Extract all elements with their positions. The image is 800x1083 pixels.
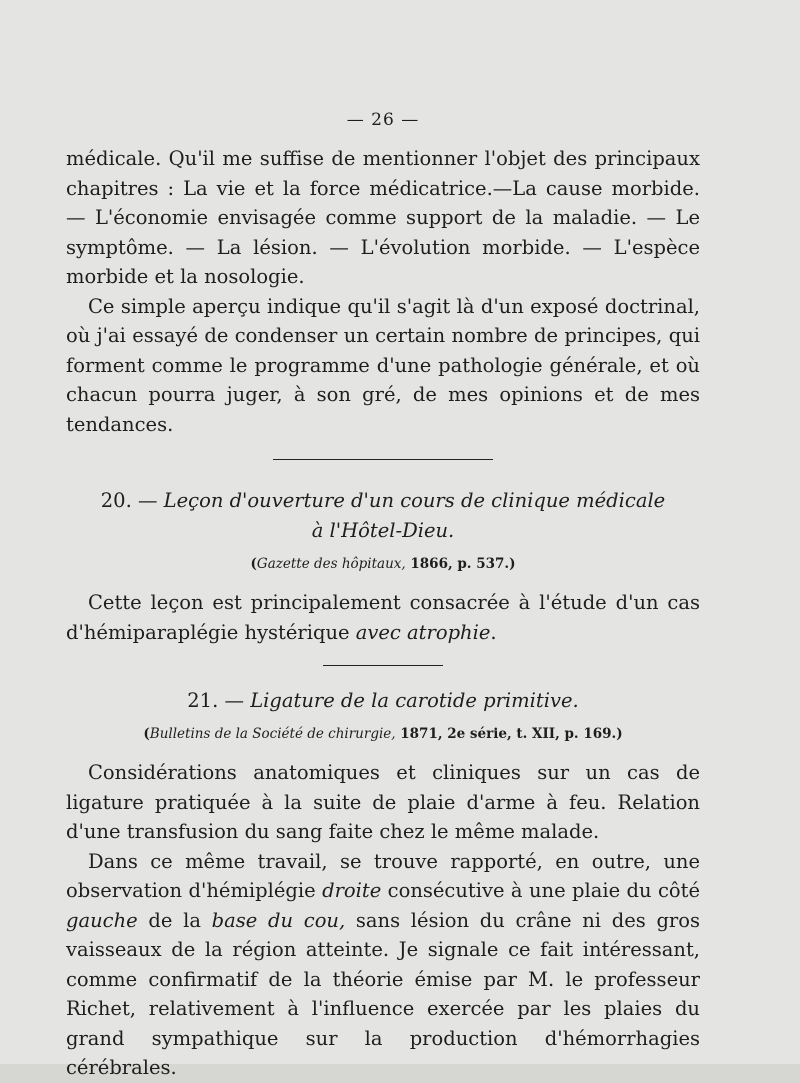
section-20-heading <box>66 486 700 546</box>
para-text: Dans ce même travail, se trouve rapporté, en outre, une observation d'hémiplégie <box>66 849 700 902</box>
emphasis-droite: droite <box>322 879 382 902</box>
para-text: de la <box>137 908 212 932</box>
intro-paragraph-2: Ce simple aperçu indique qu'il s'agit là d'un exposé doctrinal, où j'ai essayé de condenser un certain nombre de principes, qui forment comme le programme d'une pathologie générale, et où chacun pourra juger, à son gré, de mes opinions et de mes tendances. <box>66 294 700 436</box>
section-21-heading <box>66 686 700 716</box>
section-divider-short <box>323 665 443 666</box>
section-21-source-details: 1871, 2e série, t. XII, p. 169.) <box>395 726 623 742</box>
section-20-paragraph <box>66 588 700 647</box>
page-content <box>66 110 700 1083</box>
section-20-emphasis: avec atrophie <box>355 620 491 644</box>
para-text: sans lésion du crâne ni des gros vaisseaux de la région atteinte. Je signale ce fait intéressant, comme confirmatif de la théorie émise par M. le professeur Richet, relativement à l'influence exercée par les plaies du grand sympathique sur la production d'hémorrhagies cérébrales. <box>66 908 700 1079</box>
para-text: consécutive à une plaie du côté <box>381 879 700 902</box>
source-open-paren: ( <box>250 556 257 572</box>
section-21-paragraph-2 <box>66 847 700 1083</box>
section-20-number: 20. — <box>100 489 158 512</box>
section-21-number: 21. — <box>187 689 244 712</box>
section-21-title: Ligature de la carotide primitive. <box>250 689 579 712</box>
section-20-source-title: Gazette des hôpitaux, <box>256 556 406 572</box>
section-20-source-details: 1866, p. 537.) <box>405 556 516 572</box>
section-20-text: Cette leçon est principalement consacrée à l'étude d'un cas d'hémiparaplégie hystérique <box>66 591 700 644</box>
section-20-source <box>66 556 700 572</box>
section-20-title-line1: Leçon d'ouverture d'un cours de clinique médicale <box>163 489 666 512</box>
page-number: — 26 — <box>346 110 420 130</box>
emphasis-gauche: gauche <box>66 908 138 932</box>
section-20-text-end: . <box>490 620 497 644</box>
intro-paragraph-1: médicale. Qu'il me suffise de mentionner l'objet des principaux chapitres : La vie et la force médicatrice.—La cause morbide. — L'économie envisagée comme support de la maladie. — Le symptôme. — La lésion. — L'évolution morbide. — L'espèce morbide et la nosologie. <box>66 147 700 288</box>
section-21-source <box>66 726 700 742</box>
section-21-paragraph-1: Considérations anatomiques et cliniques sur un cas de ligature pratiquée à la suite de plaie d'arme à feu. Relation d'une transfusion du sang faite chez le même malade. <box>66 761 700 843</box>
source-open-paren: ( <box>143 726 150 742</box>
section-20-title-line2: à l'Hôtel-Dieu. <box>311 519 455 542</box>
section-divider <box>273 459 493 460</box>
emphasis-base-du-cou: base du cou, <box>211 908 346 932</box>
section-21-source-title: Bulletins de la Société de chirurgie, <box>149 726 396 742</box>
